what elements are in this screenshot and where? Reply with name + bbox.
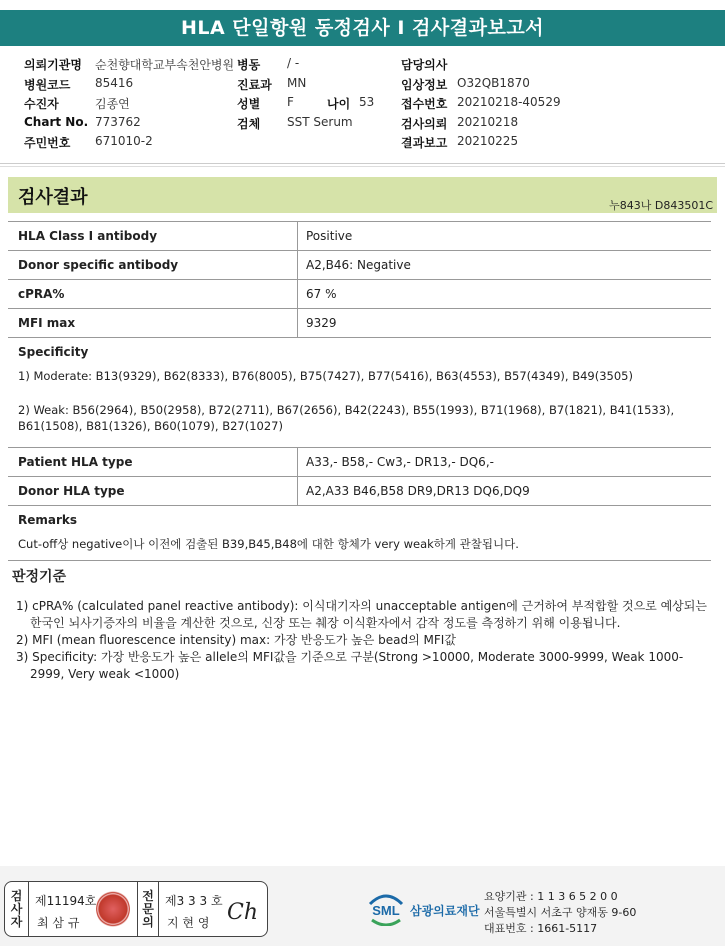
- cpra-label: cPRA%: [8, 280, 298, 308]
- donor-hla-label: Donor HLA type: [8, 477, 298, 505]
- remarks-label: Remarks: [18, 513, 78, 527]
- dsa-label: Donor specific antibody: [8, 251, 298, 279]
- tester-name: 최 삼 규: [37, 916, 80, 930]
- reviewer-label: 전 문 의: [137, 882, 159, 936]
- sex-value: F: [287, 95, 294, 109]
- tester-label: 검 사 자: [5, 882, 29, 936]
- seal-stamp: [96, 890, 130, 928]
- receipt-label: 접수번호: [401, 97, 448, 111]
- section-code: 누843나 D843501C: [609, 199, 713, 212]
- specificity-label: Specificity: [18, 345, 89, 359]
- specificity-moderate: 1) Moderate: B13(9329), B62(8333), B76(8005), B75(7427), B77(5416), B63(4553), B57(4349), B49(3505): [18, 369, 633, 383]
- reviewer-license: 제3 3 3 호: [165, 894, 223, 908]
- specimen-value: SST Serum: [287, 115, 353, 129]
- reviewer-name: 지 현 영: [167, 916, 210, 930]
- hospital-code-value: 85416: [95, 76, 134, 90]
- institution-code: 요양기관 : 1 1 3 6 5 2 0 0: [484, 890, 618, 903]
- list-item: 3) Specificity: 가장 반응도가 높은 allele의 MFI값을 기준으로 구분(Strong >10000, Moderate 3000-9999, Weak 1000-2999, Very weak <1000): [16, 650, 684, 681]
- ward-value: / -: [287, 56, 300, 70]
- table-row: [8, 448, 711, 477]
- hospital-code-label: 병원코드: [24, 78, 71, 92]
- logo-text: SML: [372, 903, 400, 918]
- table-row: [8, 477, 711, 506]
- tester-license: 제11194호: [35, 894, 97, 908]
- table-row: [8, 251, 711, 280]
- donor-hla-value: A2,A33 B46,B58 DR9,DR13 DQ6,DQ9: [306, 484, 530, 498]
- report-date-value: 20210225: [457, 134, 519, 148]
- request-value: 20210218: [457, 115, 519, 129]
- specimen-label: 검체: [237, 117, 261, 131]
- lab-contact: [484, 889, 636, 937]
- list-item: 1) cPRA% (calculated panel reactive antibody): 이식대기자의 unacceptable antigen에 근거하여 부적합할 것으로 예상되는 한국인 뇌사기증자의 비율을 계산한 것으로, 신장 또는 췌장 이식환자에서 감작 정도를 측정하기 위해 이용됩니다.: [16, 599, 707, 630]
- criteria-section: [12, 566, 712, 683]
- phone: 대표번호 : 1661-5117: [484, 922, 598, 935]
- address: 서울특별시 서초구 양재동 9-60: [484, 906, 637, 919]
- resident-label: 주민번호: [24, 136, 71, 150]
- table-row: [8, 280, 711, 309]
- signature-box: [4, 881, 268, 937]
- mfi-label: MFI max: [8, 309, 298, 337]
- cpra-value: 67 %: [306, 287, 337, 301]
- patient-hla-label: Patient HLA type: [8, 448, 298, 476]
- table-row: [8, 222, 711, 251]
- section-title: 검사결과: [18, 187, 88, 208]
- class1-label: HLA Class I antibody: [8, 222, 298, 250]
- criteria-title: 판정기준: [12, 569, 67, 585]
- criteria-list: [12, 598, 712, 683]
- ward-label: 병동: [237, 58, 261, 72]
- department-value: MN: [287, 76, 307, 90]
- divider: [0, 163, 725, 164]
- results-table: [8, 221, 711, 561]
- mfi-value: 9329: [306, 316, 337, 330]
- table-row: [8, 309, 711, 338]
- receipt-value: 20210218-40529: [457, 95, 561, 109]
- report-date-label: 결과보고: [401, 136, 448, 150]
- clinical-info-value: O32QB1870: [457, 76, 530, 90]
- institution-label: 의뢰기관명: [24, 58, 82, 72]
- report-title: HLA 단일항원 동정검사 I 검사결과보고서: [0, 10, 725, 46]
- patient-label: 수진자: [24, 97, 59, 111]
- doctor-label: 담당의사: [401, 58, 448, 72]
- request-label: 검사의뢰: [401, 117, 448, 131]
- institution-value: 순천향대학교부속천안병원: [95, 58, 235, 72]
- section-header: [8, 177, 717, 213]
- sex-label: 성별: [237, 97, 261, 111]
- clinical-info-label: 임상정보: [401, 78, 448, 92]
- divider: [0, 166, 725, 167]
- specificity-block: [8, 338, 711, 448]
- age-label: 나이: [327, 97, 351, 111]
- chart-label: Chart No.: [24, 115, 89, 129]
- resident-value: 671010-2: [95, 134, 153, 148]
- dsa-value: A2,B46: Negative: [306, 258, 411, 272]
- chart-value: 773762: [95, 115, 141, 129]
- patient-hla-value: A33,- B58,- Cw3,- DR13,- DQ6,-: [306, 455, 494, 469]
- remarks-text: Cut-off상 negative이나 이전에 검출된 B39,B45,B48에 대한 항체가 very weak하게 관찰됩니다.: [18, 537, 519, 551]
- department-label: 진료과: [237, 78, 272, 92]
- class1-value: Positive: [306, 229, 353, 243]
- lab-name: 삼광의료재단: [410, 904, 480, 918]
- signature: Ch: [227, 900, 259, 925]
- patient-value: 김종연: [95, 97, 130, 111]
- specificity-weak: 2) Weak: B56(2964), B50(2958), B72(2711), B67(2656), B42(2243), B55(1993), B71(1968), B7(1821), B41(1533), B61(1508), B81(1326), B60(1079), B27(1027): [18, 403, 675, 433]
- list-item: 2) MFI (mean fluorescence intensity) max: 가장 반응도가 높은 bead의 MFI값: [16, 633, 456, 647]
- remarks-block: [8, 506, 711, 561]
- age-value: 53: [359, 95, 375, 109]
- sml-logo-icon: [366, 890, 406, 926]
